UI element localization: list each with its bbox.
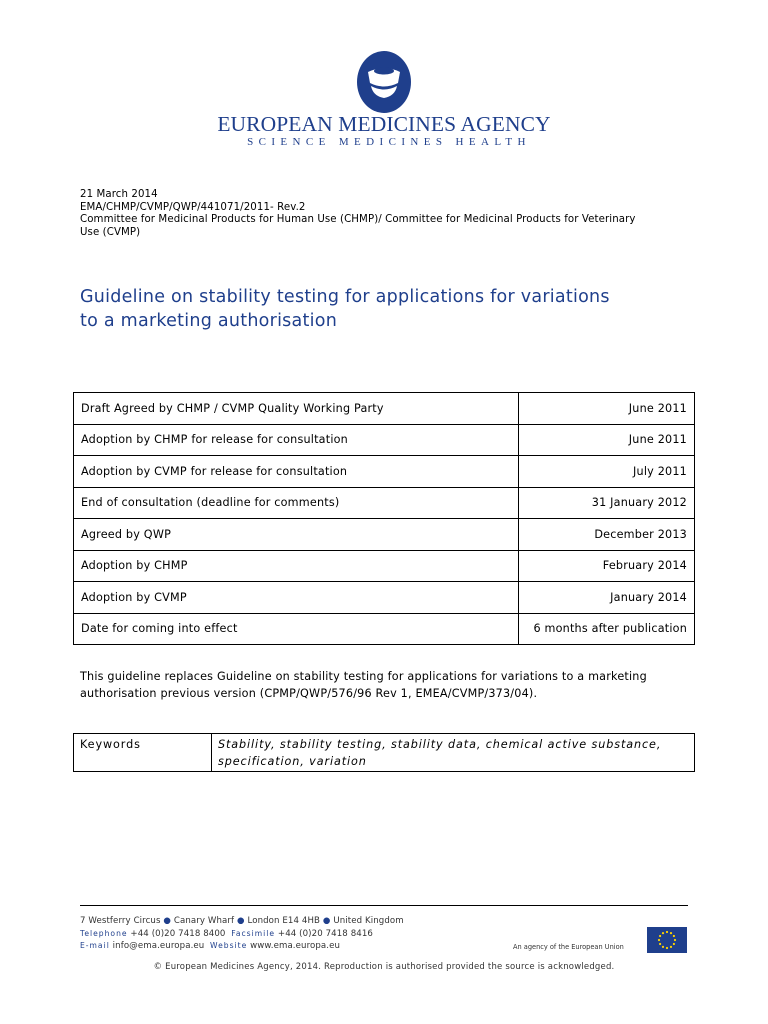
- timeline-event: Adoption by CHMP for release for consultation: [74, 424, 519, 456]
- timeline-date: July 2011: [519, 456, 695, 488]
- keywords-line: Stability, stability testing, stability data, chemical active substance,: [218, 738, 662, 751]
- timeline-event: Date for coming into effect: [74, 613, 519, 645]
- table-row: [74, 424, 695, 456]
- telephone-label: Telephone: [80, 928, 128, 938]
- footer-address: [80, 915, 404, 928]
- table-row: [74, 487, 695, 519]
- timeline-event: Adoption by CVMP for release for consultation: [74, 456, 519, 488]
- timeline-event: Draft Agreed by CHMP / CVMP Quality Working Party: [74, 393, 519, 425]
- bullet-icon: ●: [322, 916, 331, 926]
- timeline-event: Adoption by CHMP: [74, 550, 519, 582]
- facsimile-label: Facsimile: [231, 928, 276, 938]
- document-title-line: Guideline on stability testing for applications for variations: [80, 287, 610, 307]
- address-line: United Kingdom: [333, 916, 404, 926]
- footer-divider: [80, 905, 688, 906]
- timeline-date: June 2011: [519, 424, 695, 456]
- eu-agency-note: An agency of the European Union: [513, 943, 624, 951]
- footer-phone-row: [80, 928, 404, 941]
- keywords-label: Keywords: [74, 734, 212, 772]
- table-row: [74, 613, 695, 645]
- footer-contact: [80, 915, 404, 953]
- committee-line: Committee for Medicinal Products for Human Use (CHMP)/ Committee for Medicinal Products for Veterinary: [80, 214, 636, 225]
- document-title: [80, 285, 710, 333]
- document-title-line: to a marketing authorisation: [80, 311, 338, 331]
- timeline-date: 31 January 2012: [519, 487, 695, 519]
- timeline-event: Adoption by CVMP: [74, 582, 519, 614]
- ema-emblem-icon: [354, 50, 414, 114]
- email-label: E-mail: [80, 941, 110, 950]
- address-line: 7 Westferry Circus: [80, 916, 161, 926]
- email-link[interactable]: info@ema.europa.eu: [112, 941, 205, 951]
- timeline-date: December 2013: [519, 519, 695, 551]
- document-reference: EMA/CHMP/CVMP/QWP/441071/2011- Rev.2: [80, 201, 306, 213]
- timeline-date: February 2014: [519, 550, 695, 582]
- timeline-date: June 2011: [519, 393, 695, 425]
- timeline-event: Agreed by QWP: [74, 519, 519, 551]
- timeline-date: 6 months after publication: [519, 613, 695, 645]
- replacement-note-line: authorisation previous version (CPMP/QWP/576/96 Rev 1, EMEA/CVMP/373/04).: [80, 687, 538, 700]
- replacement-note-line: This guideline replaces Guideline on stability testing for applications for variations to a marketing: [80, 670, 647, 683]
- table-row: [74, 519, 695, 551]
- eu-flag-icon: [647, 927, 687, 953]
- replacement-note: [80, 668, 700, 702]
- telephone-number: +44 (0)20 7418 8400: [130, 928, 226, 939]
- document-meta: [80, 189, 700, 239]
- bullet-icon: ●: [237, 916, 245, 926]
- footer-web-row: [80, 940, 404, 953]
- website-link[interactable]: www.ema.europa.eu: [250, 941, 341, 951]
- table-row: [74, 734, 695, 772]
- agency-name: EUROPEAN MEDICINES AGENCY: [217, 112, 551, 136]
- keywords-line: specification, variation: [218, 755, 367, 768]
- agency-logo: [0, 50, 768, 150]
- table-row: [74, 550, 695, 582]
- table-row: [74, 456, 695, 488]
- keywords-values: [212, 734, 695, 772]
- facsimile-number: +44 (0)20 7418 8416: [277, 928, 373, 939]
- copyright-notice: © European Medicines Agency, 2014. Reproduction is authorised provided the source is acknowledged.: [153, 962, 615, 972]
- table-row: [74, 393, 695, 425]
- keywords-table: [73, 733, 695, 772]
- table-row: [74, 582, 695, 614]
- agency-tagline: SCIENCE MEDICINES HEALTH: [247, 136, 531, 148]
- document-date: 21 March 2014: [80, 189, 158, 200]
- timeline-date: January 2014: [519, 582, 695, 614]
- committee-line: Use (CVMP): [80, 226, 141, 238]
- timeline-event: End of consultation (deadline for comments): [74, 487, 519, 519]
- timeline-table: [73, 392, 695, 645]
- address-line: Canary Wharf: [173, 916, 235, 926]
- website-label: Website: [210, 941, 248, 950]
- address-line: London E14 4HB: [247, 916, 321, 926]
- bullet-icon: ●: [163, 916, 172, 926]
